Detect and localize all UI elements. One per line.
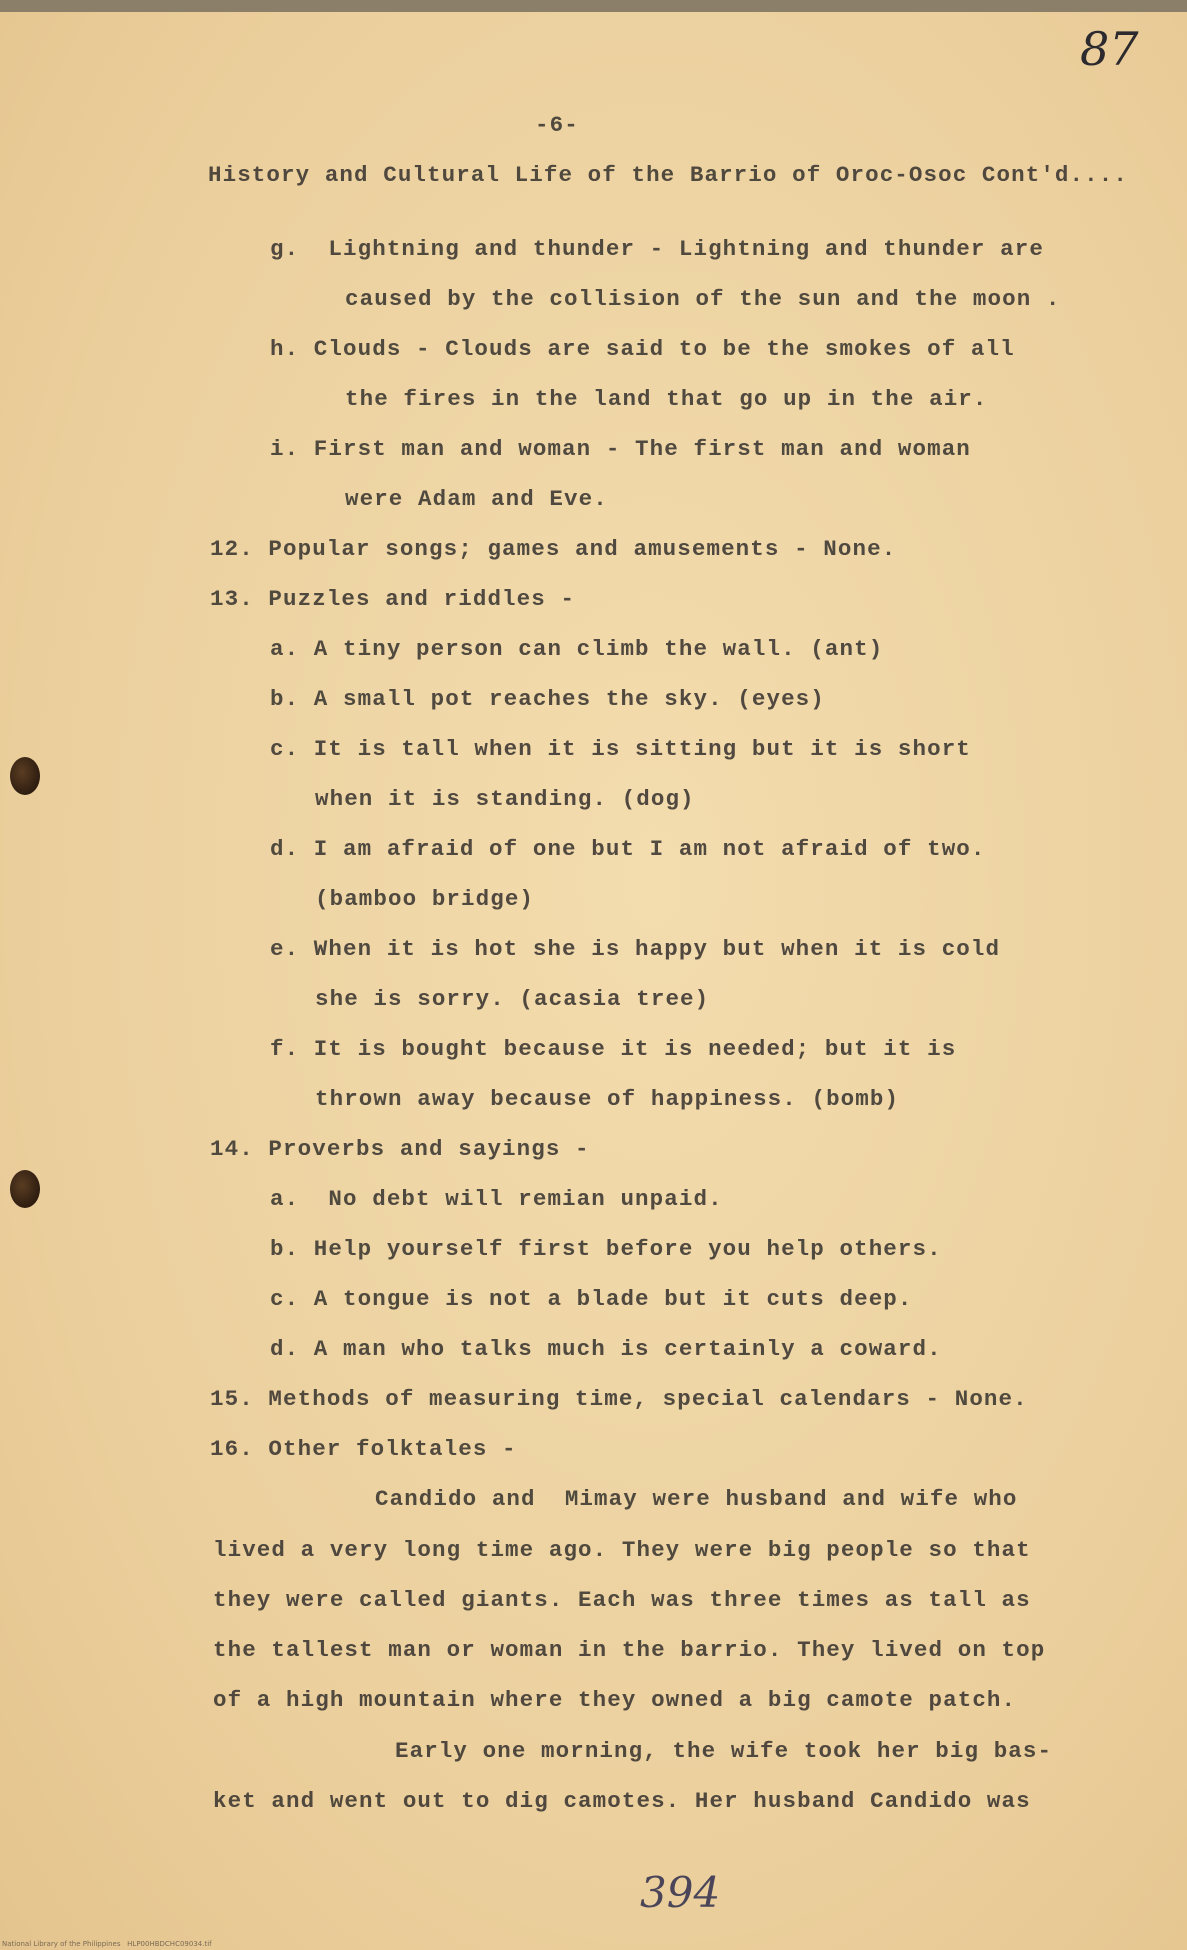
- text-line: (bamboo bridge): [315, 886, 535, 912]
- text-line: f. It is bought because it is needed; but it is: [270, 1036, 957, 1062]
- text-line: e. When it is hot she is happy but when it is cold: [270, 936, 1001, 962]
- text-line: of a high mountain where they owned a big camote patch.: [213, 1687, 1017, 1713]
- text-line: a. A tiny person can climb the wall. (ant): [270, 636, 884, 662]
- text-line: i. First man and woman - The first man and woman: [270, 436, 971, 462]
- text-line: Early one morning, the wife took her big bas-: [395, 1738, 1053, 1764]
- text-line: c. It is tall when it is sitting but it is short: [270, 736, 971, 762]
- handwritten-folio-number: 394: [640, 1868, 721, 1917]
- text-line: the fires in the land that go up in the air.: [345, 386, 988, 412]
- text-line: they were called giants. Each was three times as tall as: [213, 1587, 1031, 1613]
- binding-hole: [10, 1170, 40, 1208]
- text-line: b. Help yourself first before you help others.: [270, 1236, 942, 1262]
- text-line: she is sorry. (acasia tree): [315, 986, 710, 1012]
- text-line: ket and went out to dig camotes. Her husband Candido was: [213, 1788, 1031, 1814]
- text-line: b. A small pot reaches the sky. (eyes): [270, 686, 825, 712]
- scan-edge: [0, 0, 1187, 12]
- document-title: History and Cultural Life of the Barrio of Oroc-Osoc Cont'd....: [208, 162, 1128, 188]
- text-line: the tallest man or woman in the barrio. They lived on top: [213, 1637, 1046, 1663]
- text-line: 14. Proverbs and sayings -: [210, 1136, 590, 1162]
- text-line: a. No debt will remian unpaid.: [270, 1186, 723, 1212]
- text-line: 16. Other folktales -: [210, 1436, 517, 1462]
- text-line: lived a very long time ago. They were big people so that: [213, 1537, 1031, 1563]
- text-line: 15. Methods of measuring time, special calendars - None.: [210, 1386, 1028, 1412]
- text-line: d. A man who talks much is certainly a coward.: [270, 1336, 942, 1362]
- text-line: 13. Puzzles and riddles -: [210, 586, 576, 612]
- text-line: thrown away because of happiness. (bomb): [315, 1086, 900, 1112]
- text-line: c. A tongue is not a blade but it cuts deep.: [270, 1286, 913, 1312]
- text-line: g. Lightning and thunder - Lightning and thunder are: [270, 236, 1044, 262]
- text-line: d. I am afraid of one but I am not afraid of two.: [270, 836, 986, 862]
- handwritten-page-number: 87: [1080, 22, 1139, 76]
- text-line: caused by the collision of the sun and the moon .: [345, 286, 1061, 312]
- scan-footer: National Library of the Philippines HLP00HBDCHC09034.tif: [2, 1940, 212, 1948]
- text-line: when it is standing. (dog): [315, 786, 695, 812]
- text-line: h. Clouds - Clouds are said to be the smokes of all: [270, 336, 1015, 362]
- page-label: -6-: [535, 112, 579, 138]
- text-line: 12. Popular songs; games and amusements - None.: [210, 536, 897, 562]
- text-line: were Adam and Eve.: [345, 486, 608, 512]
- text-line: Candido and Mimay were husband and wife who: [375, 1486, 1018, 1512]
- binding-hole: [10, 757, 40, 795]
